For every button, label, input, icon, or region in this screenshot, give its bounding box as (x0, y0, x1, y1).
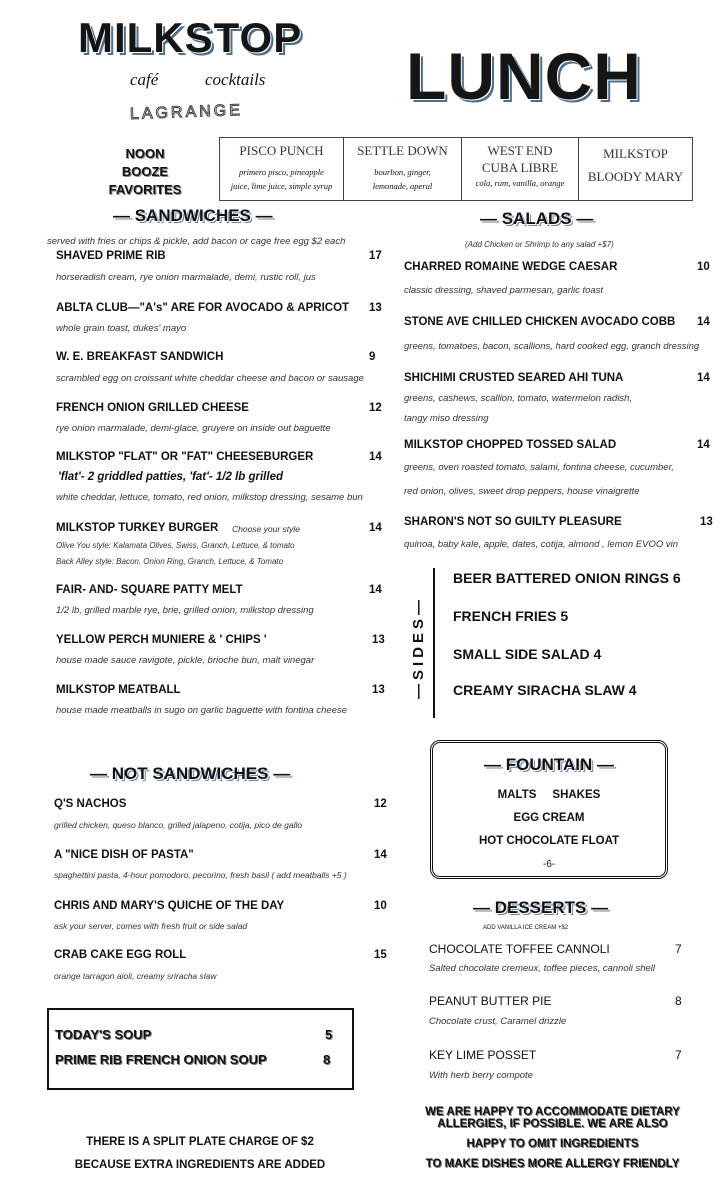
fountain-item: EGG CREAM (513, 812, 585, 824)
menu-item-price: 14 (369, 522, 382, 534)
side-item: BEER BATTERED ONION RINGS 6 (453, 570, 681, 586)
location-logo: LAGRANGE (129, 102, 244, 123)
cocktail-desc: cola, rum, vanilla, orange (475, 178, 565, 188)
menu-item-description: house made meatballs in sugo on garlic baguette with fontina cheese (56, 705, 347, 716)
menu-item-price: 10 (374, 900, 387, 912)
menu-item-price: 15 (374, 949, 387, 961)
fountain-item: MALTS SHAKES (497, 789, 601, 801)
menu-item-price: 13 (700, 516, 713, 528)
side-item: CREAMY SIRACHA SLAW 4 (453, 682, 637, 698)
split-plate-notice (40, 1131, 360, 1177)
menu-item-price: 13 (372, 634, 385, 646)
menu-item-price: 13 (372, 684, 385, 696)
desc-line: bourbon, ginger, (374, 167, 431, 177)
dessert-name: KEY LIME POSSET (429, 1048, 537, 1062)
menu-item-description: greens, cashews, scallion, tomato, watermelon radish, (404, 393, 633, 404)
sides-label (406, 578, 430, 718)
menu-item-price: 12 (369, 402, 382, 414)
cocktail-table (219, 137, 693, 201)
menu-item-name: MILKSTOP CHOPPED TOSSED SALAD (404, 439, 617, 451)
menu-item-price: 14 (697, 439, 710, 451)
menu-item-description: quinoa, baby kale, apple, dates, cotija, almond , lemon EVOO vin (404, 539, 679, 550)
dessert-description: With herb berry compote (429, 1070, 533, 1081)
menu-item-description: Olive You style: Kalamata Olives, Swiss, Granch, Lettuce, & tomato (56, 541, 295, 550)
fountain-price: -6- (542, 859, 556, 870)
menu-item-name: FAIR- AND- SQUARE PATTY MELT (56, 584, 243, 596)
menu-item-description: Back Alley style: Bacon, Onion Ring, Granch, Lettuce, & Tomato (56, 557, 284, 566)
soup-price: 8 (323, 1052, 331, 1067)
menu-item-description: house made sauce ravigote, pickle, brioche bun, malt vinegar (56, 655, 315, 666)
cocktail-cell (344, 138, 462, 200)
menu-item-description: white cheddar, lettuce, tomato, red onion, milkstop dressing, sesame bun (56, 492, 363, 503)
menu-item-price: 14 (369, 584, 382, 596)
booze-label-line: BOOZE (121, 164, 169, 179)
cocktail-cell (579, 138, 692, 200)
side-item: FRENCH FRIES 5 (453, 608, 569, 624)
menu-item-description: classic dressing, shaved parmesan, garlic toast (404, 285, 604, 296)
menu-item-option: 'flat'- 2 griddled patties, 'fat'- 1/2 lb grilled (58, 471, 283, 483)
sandwiches-title: — SANDWICHES — (113, 206, 273, 225)
side-item: SMALL SIDE SALAD 4 (453, 646, 602, 662)
dessert-description: Chocolate crust, Caramel drizzle (429, 1016, 567, 1027)
menu-item-name: CRAB CAKE EGG ROLL (54, 949, 187, 961)
menu-item-name: Q'S NACHOS (54, 798, 127, 810)
menu-item-name: FRENCH ONION GRILLED CHEESE (56, 402, 249, 414)
menu-item-description: greens, tomatoes, bacon, scallions, hard cooked egg, granch dressing (404, 341, 700, 352)
menu-item-name: MILKSTOP TURKEY BURGER (56, 522, 219, 534)
cocktail-name: MILKSTOP BLOODY MARY (587, 146, 684, 184)
menu-item-price: 9 (369, 351, 376, 363)
fountain-item: HOT CHOCOLATE FLOAT (478, 835, 620, 847)
cocktail-name: WEST END CUBA LIBRE (481, 143, 559, 175)
menu-item-description: rye onion marmalade, demi-glace, gruyere on inside out baguette (56, 423, 331, 434)
booze-label-line: NOON (125, 146, 165, 161)
menu-item-description: horseradish cream, rye onion marmalade, demi, rustic roll, jus (56, 272, 316, 283)
cocktail-desc (344, 165, 461, 193)
dessert-name: PEANUT BUTTER PIE (429, 994, 552, 1008)
menu-item-description: ask your server, comes with fresh fruit or side salad (54, 921, 248, 931)
not-sandwiches-title: — NOT SANDWICHES — (90, 764, 291, 783)
dessert-name: CHOCOLATE TOFFEE CANNOLI (429, 942, 610, 956)
dessert-price: 7 (675, 1048, 682, 1062)
menu-item-price: 14 (374, 849, 387, 861)
notice-line: TO MAKE DISHES MORE ALLERGY FRIENDLY (425, 1158, 680, 1170)
cocktail-cell (462, 138, 579, 200)
menu-item-name: SHICHIMI CRUSTED SEARED AHI TUNA (404, 372, 624, 384)
cocktail-cell (220, 138, 344, 200)
menu-item-name: W. E. BREAKFAST SANDWICH (56, 351, 224, 363)
salads-note: (Add Chicken or Shrimp to any salad +$7) (465, 240, 614, 249)
salads-title: — SALADS — (480, 209, 594, 228)
menu-item-name: MILKSTOP "FLAT" OR "FAT" CHEESEBURGER (56, 451, 314, 463)
menu-item-description: scrambled egg on croissant white cheddar cheese and bacon or sausage (56, 373, 364, 384)
desserts-note: ADD VANILLA ICE CREAM +$2 (483, 925, 569, 931)
menu-item-description: red onion, olives, sweet drop peppers, house vinaigrette (404, 486, 640, 497)
desc-line: lemonade, aperal (372, 181, 433, 191)
menu-item-name: MILKSTOP MEATBALL (56, 684, 181, 696)
notice-line: ALLERGIES, IF POSSIBLE. WE ARE ALSO (437, 1118, 668, 1130)
desc-line: juice, lime juice, simple syrup (230, 181, 333, 191)
menu-item-name: SHARON'S NOT SO GUILTY PLEASURE (404, 516, 622, 528)
allergy-notice (395, 1106, 710, 1170)
soup-price: 5 (325, 1027, 333, 1042)
sides-divider (433, 568, 435, 718)
booze-label (100, 145, 190, 199)
menu-item-name: CHARRED ROMAINE WEDGE CAESAR (404, 261, 618, 273)
menu-item-note: Choose your style (232, 524, 301, 534)
sides-title: —SIDES— (409, 596, 427, 700)
desc-line: primero pisco, pineapple (239, 167, 324, 177)
notice-line: BECAUSE EXTRA INGREDIENTS ARE ADDED (74, 1159, 326, 1171)
soup-box (47, 1008, 354, 1090)
fountain-title: — FOUNTAIN — (483, 755, 614, 774)
cocktail-name: SETTLE DOWN (357, 143, 448, 158)
notice-line: HAPPY TO OMIT INGREDIENTS (466, 1138, 639, 1150)
dessert-price: 7 (675, 942, 682, 956)
menu-item-price: 17 (369, 250, 382, 262)
cocktail-desc (220, 165, 343, 193)
menu-item-description: whole grain toast, dukes' mayo (56, 323, 187, 334)
soup-name: PRIME RIB FRENCH ONION SOUP (55, 1052, 267, 1067)
menu-item-name: A "NICE DISH OF PASTA" (54, 849, 194, 861)
fountain-list (430, 784, 668, 876)
tagline-cafe: café (130, 70, 159, 89)
menu-item-description: greens, oven roasted tomato, salami, fontina cheese, cucumber, (404, 462, 674, 473)
menu-item-price: 10 (697, 261, 710, 273)
notice-line: WE ARE HAPPY TO ACCOMMODATE DIETARY (425, 1106, 680, 1118)
menu-item-price: 12 (374, 798, 387, 810)
notice-line: THERE IS A SPLIT PLATE CHARGE OF $2 (86, 1136, 314, 1148)
menu-item-description: grilled chicken, queso blanco, grilled jalapeno, cotija, pico de gallo (54, 820, 303, 830)
menu-item-description: 1/2 lb, grilled marble rye, brie, grilled onion, milkstop dressing (56, 605, 314, 616)
cocktail-name: PISCO PUNCH (239, 143, 324, 158)
menu-item-name: SHAVED PRIME RIB (56, 250, 166, 262)
desserts-title: — DESSERTS — (473, 898, 609, 917)
menu-item-description: tangy miso dressing (404, 413, 489, 424)
menu-item-price: 14 (369, 451, 382, 463)
booze-label-line: FAVORITES (108, 182, 182, 197)
menu-item-name: CHRIS AND MARY'S QUICHE OF THE DAY (54, 900, 285, 912)
page-title: LUNCH (406, 39, 642, 113)
tagline-cocktails: cocktails (205, 70, 266, 89)
menu-item-name: STONE AVE CHILLED CHICKEN AVOCADO COBB (404, 316, 676, 328)
menu-item-description: spaghettini pasta, 4-hour pomodoro, pecorino, fresh basil ( add meatballs +5 ) (54, 870, 347, 880)
brand-logo: MILKSTOP (78, 14, 303, 61)
menu-item-price: 13 (369, 302, 382, 314)
sandwiches-note: served with fries or chips & pickle, add bacon or cage free egg $2 each (47, 236, 346, 247)
menu-item-price: 14 (697, 372, 710, 384)
dessert-description: Salted chocolate cremeux, toffee pieces, cannoli shell (429, 963, 656, 974)
dessert-price: 8 (675, 994, 682, 1008)
menu-item-name: YELLOW PERCH MUNIERE & ' CHIPS ' (56, 634, 267, 646)
menu-item-price: 14 (697, 316, 710, 328)
menu-item-name: ABLTA CLUB—"A's" ARE FOR AVOCADO & APRICOT (56, 302, 350, 314)
menu-item-description: orange tarragon aioli, creamy sriracha slaw (54, 971, 217, 981)
soup-name: TODAY'S SOUP (55, 1027, 152, 1042)
